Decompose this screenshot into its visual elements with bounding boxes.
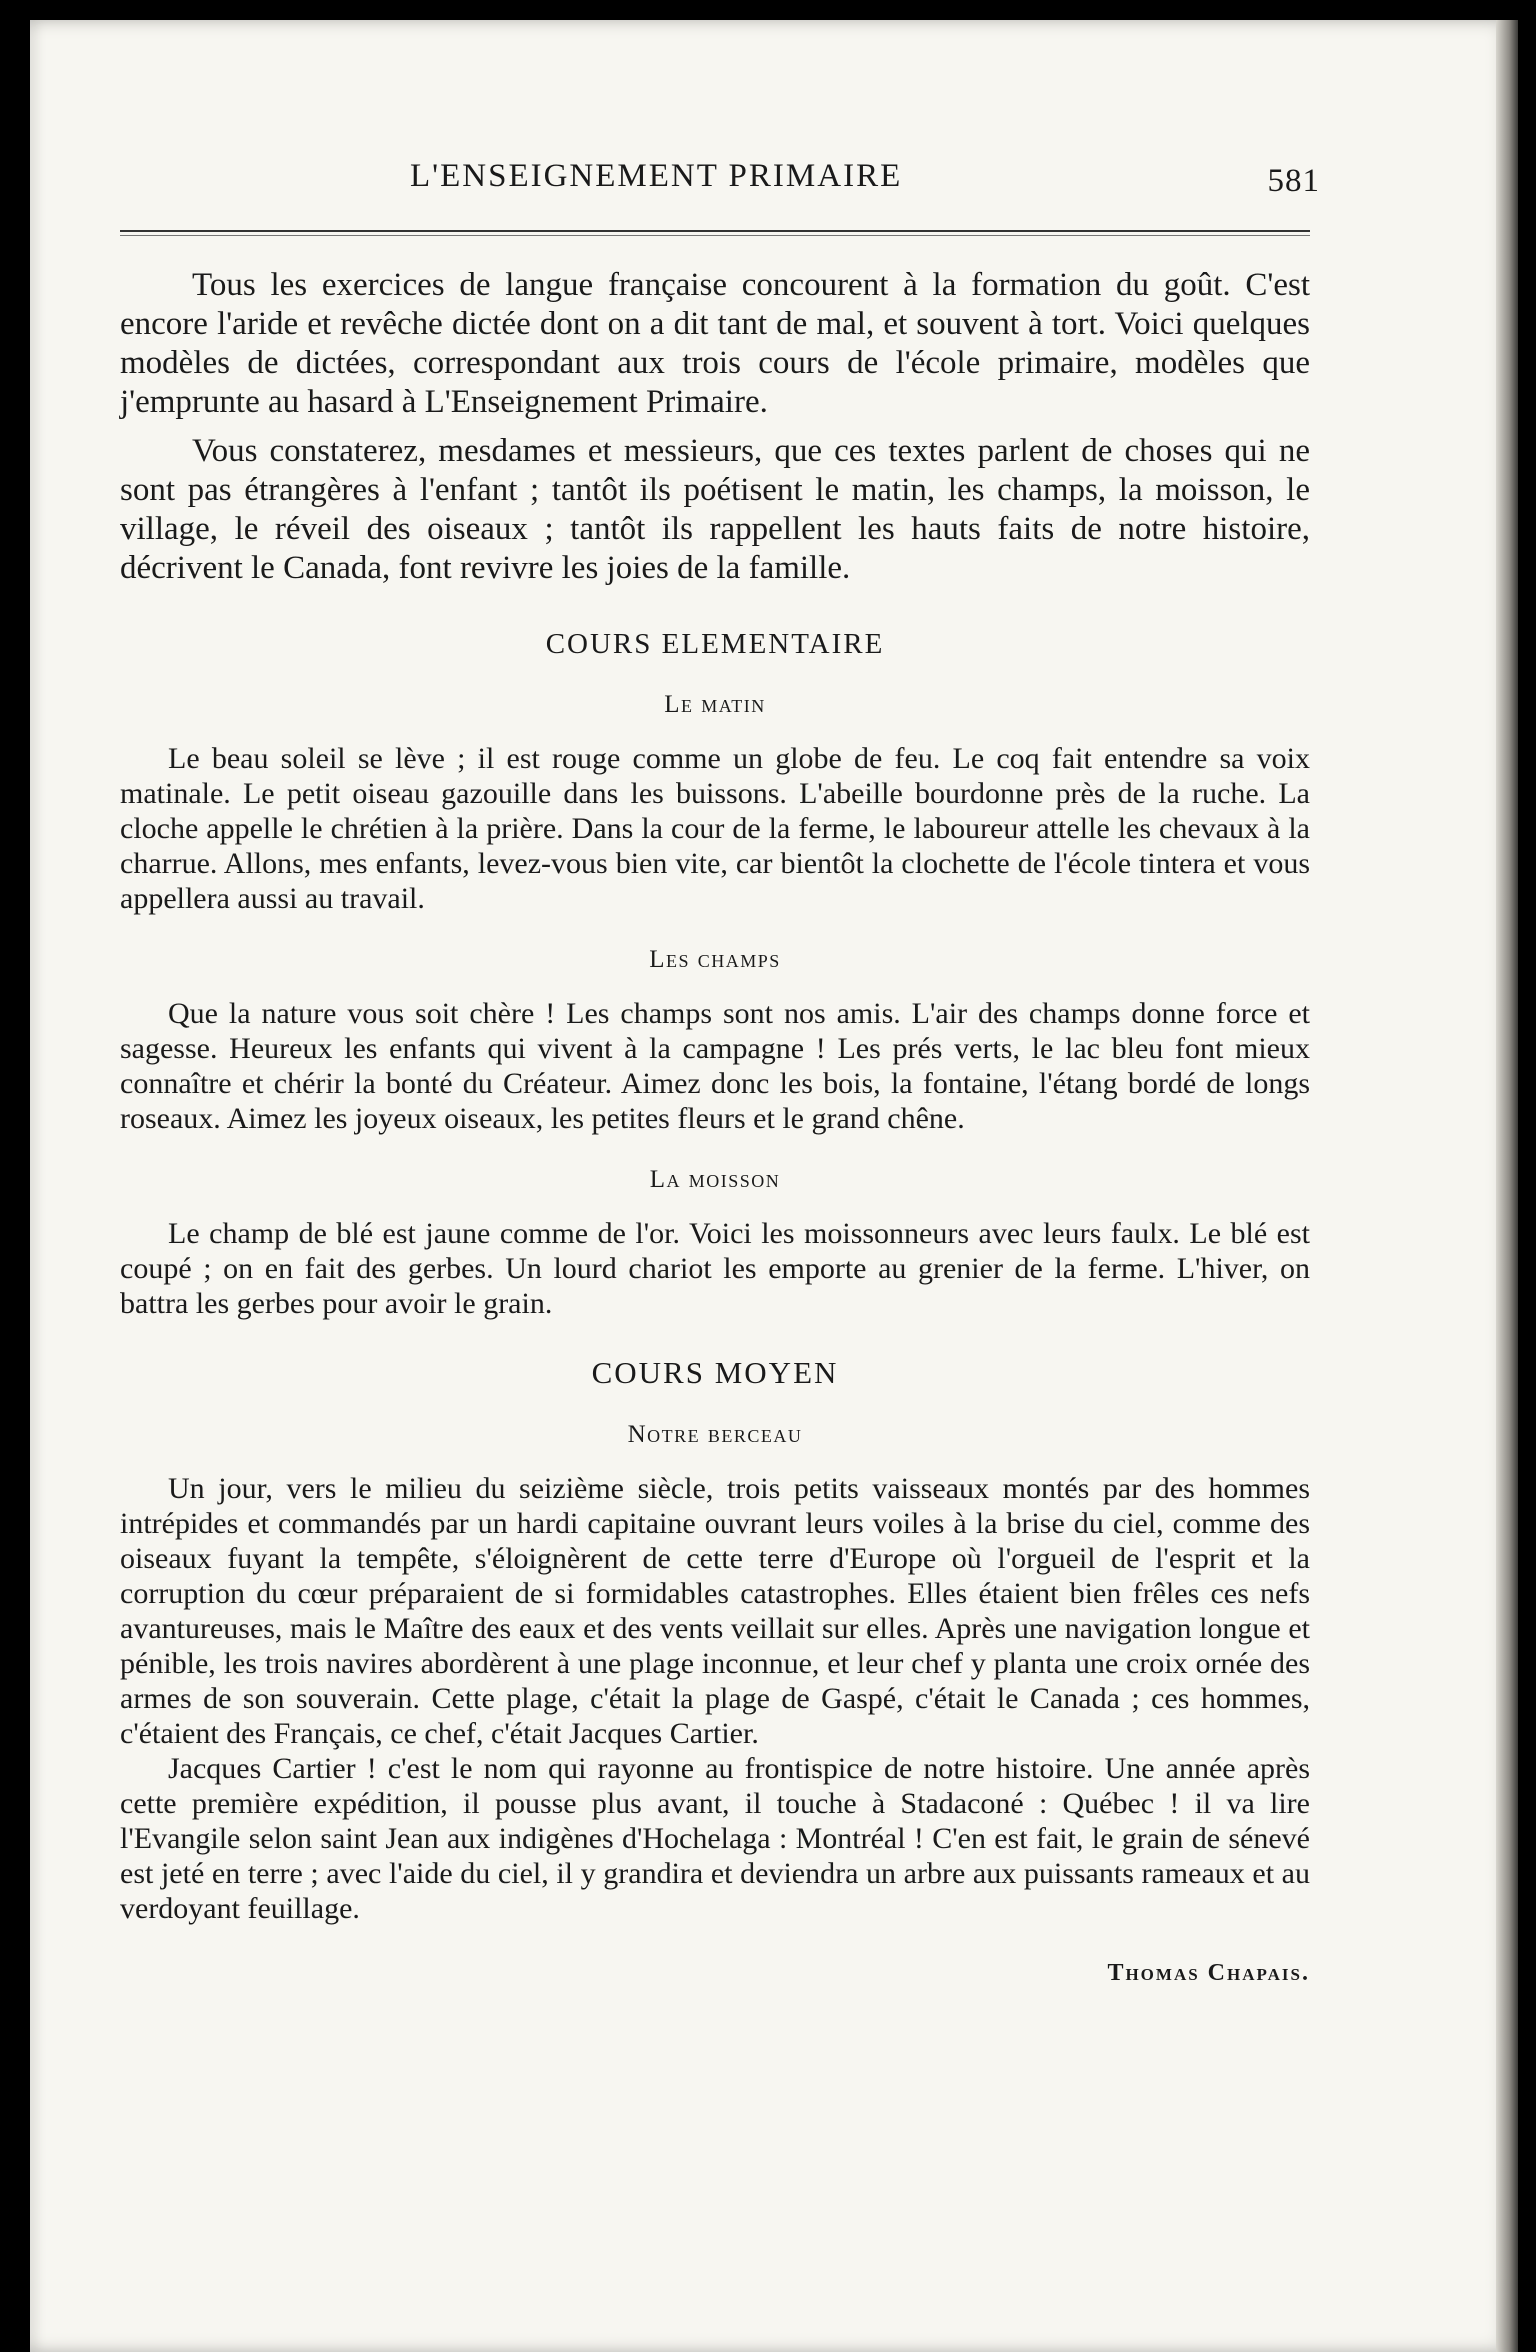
running-title: L'ENSEIGNEMENT PRIMAIRE [410,158,903,194]
dictation-text: Le champ de blé est jaune comme de l'or. Voici les moissonneurs avec leurs faulx. Le blé est coupé ; on en fait des gerbes. Un lourd chariot les emporte au grenier de la ferme. L'hiver, on battra les gerbes pour avoir le grain. [120,1217,1310,1320]
dictation-berceau [120,1471,1310,1926]
dictation-champs [120,996,1310,1136]
section-title-elementaire: COURS ELEMENTAIRE [545,628,885,660]
subsection-title-matin: Le matin [664,691,766,718]
dictation-text: Le beau soleil se lève ; il est rouge comme un globe de feu. Le coq fait entendre sa voix matinale. Le petit oiseau gazouille dans les buissons. L'abeille bourdonne près de la ruche. La cloche appelle le chrétien à la prière. Dans la cour de la ferme, le laboureur attelle les chevaux à la charrue. Allons, mes enfants, levez-vous bien vite, car bientôt la clochette de l'école tintera et vous appellera aussi au travail. [120,742,1310,915]
page-number: 581 [1267,163,1320,199]
author-signature: Thomas Chapais. [1107,1960,1310,1986]
section-title-moyen: COURS MOYEN [591,1355,839,1390]
dictation-paragraph-2: Jacques Cartier ! c'est le nom qui rayonne au frontispice de notre histoire. Une année après cette première expédition, il pousse plus avant, il touche à Stadaconé : Québec ! il va lire l'Evangile selon saint Jean aux indigènes d'Hochelaga : Montréal ! C'en est fait, le grain de sénevé est jeté en terre ; avec l'aide du ciel, il y grandira et deviendra un arbre aux puissants rameaux et au verdoyant feuillage. [120,1752,1310,1925]
dictation-matin [120,741,1310,916]
intro-paragraph-2: Vous constaterez, mesdames et messieurs, que ces textes parlent de choses qui ne sont pas étrangères à l'enfant ; tantôt ils poétisent le matin, les champs, la moisson, le village, le réveil des oiseaux ; tantôt ils rappellent les hauts faits de notre histoire, décrivent le Canada, font revivre les joies de la famille. [120,433,1310,586]
page-content [120,158,1320,1987]
subsection-title-moisson: La moisson [649,1166,781,1193]
subsection-title-berceau: Notre berceau [627,1421,803,1448]
page-edge-shadow [1496,20,1518,2352]
intro-paragraph-1: Tous les exercices de langue française concourent à la formation du goût. C'est encore l'aride et revêche dictée dont on a dit tant de mal, et souvent à tort. Voici quelques modèles de dictées, correspondant aux trois cours de l'école primaire, modèles que j'emprunte au hasard à L'Enseignement Primaire. [120,267,1310,420]
subsection-title-champs: Les champs [649,946,781,973]
dictation-paragraph-1: Un jour, vers le milieu du seizième siècle, trois petits vaisseaux montés par des hommes intrépides et commandés par un hardi capitaine ouvrant leurs voiles à la brise du ciel, comme des oiseaux fuyant la tempête, s'éloignèrent de cette terre d'Europe où l'orgueil de l'esprit et la corruption du cœur préparaient de si formidables catastrophes. Elles étaient bien frêles ces nefs avantureuses, mais le Maître des eaux et des vents veillait sur elles. Après une navigation longue et pénible, les trois navires abordèrent à une plage inconnue, et leur chef y planta une croix ornée des armes de son souverain. Cette plage, c'était la plage de Gaspé, c'était le Canada ; ces hommes, c'étaient des Français, ce chef, c'était Jacques Cartier. [120,1472,1310,1750]
dictation-moisson [120,1216,1310,1321]
scanned-page [30,20,1518,2352]
header-rule [120,230,1310,236]
dictation-text: Que la nature vous soit chère ! Les champs sont nos amis. L'air des champs donne force et sagesse. Heureux les enfants qui vivent à la campagne ! Les prés verts, le lac bleu font mieux connaître et chérir la bonté du Créateur. Aimez donc les bois, la fontaine, l'étang bordé de longs roseaux. Aimez les joyeux oiseaux, les petites fleurs et le grand chêne. [120,997,1310,1135]
page-header [120,158,1320,206]
introduction [120,266,1310,588]
